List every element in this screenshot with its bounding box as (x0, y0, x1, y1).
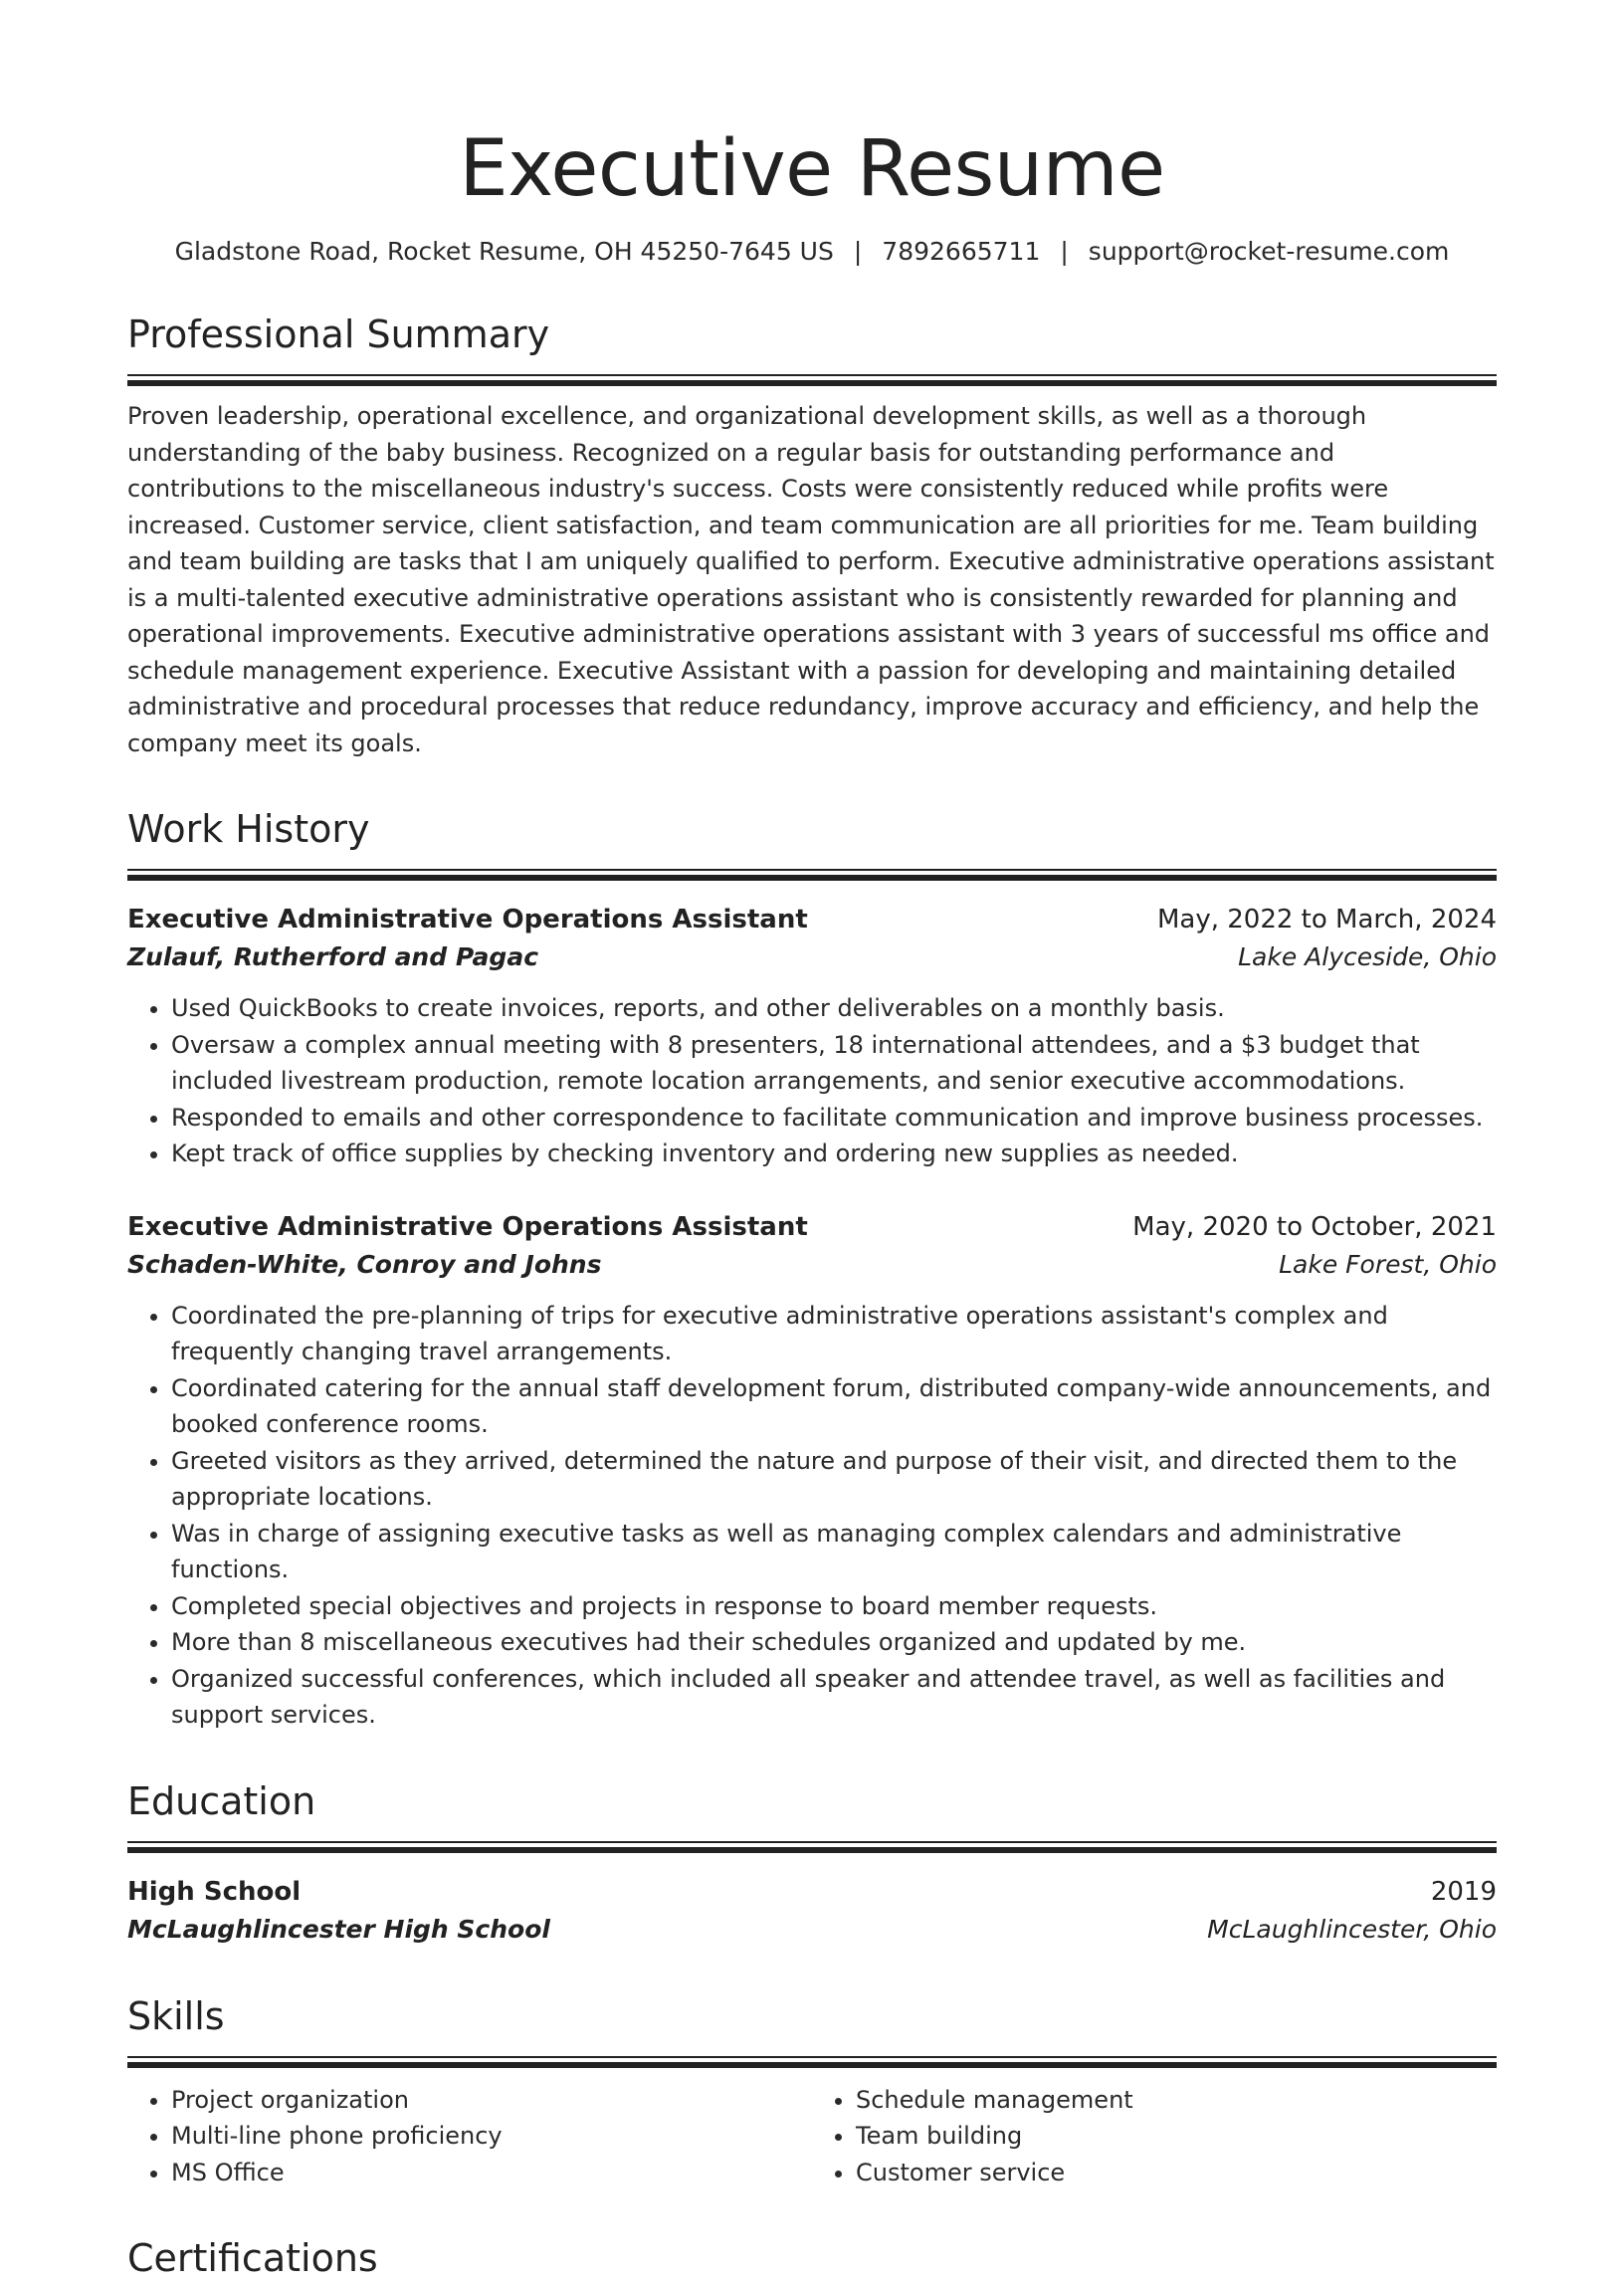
education-degree: High School (127, 1876, 302, 1907)
job-title: Executive Administrative Operations Assistant (127, 905, 808, 934)
job-bullet: • More than 8 miscellaneous executives had their schedules organized and updated by me. (171, 1624, 1497, 1661)
job-bullet: • Greeted visitors as they arrived, determined the nature and purpose of their visit, and directed them to the appropriate locations. (171, 1443, 1497, 1516)
skills-column-left (127, 2082, 812, 2191)
job-entry (127, 1208, 1497, 1734)
summary-text: Proven leadership, operational excellence, and organizational development skills, as well as a thorough understanding of the baby business. Recognized on a regular basis for outstanding performance and contributions to the miscellaneous industry's success. Costs were consistently reduced while profits were increased. Customer service, client satisfaction, and team communication are all priorities for me. Team building and team building are tasks that I am uniquely qualified to perform. Executive administrative operations assistant is a multi-talented executive administrative operations assistant who is consistently rewarded for planning and operational improvements. Executive administrative operations assistant with 3 years of successful ms office and schedule management experience. Executive Assistant with a passion for developing and maintaining detailed administrative and procedural processes that reduce redundancy, improve accuracy and efficiency, and help the company meet its goals. (127, 402, 1495, 757)
job-bullet: • Coordinated the pre-planning of trips for executive administrative operations assistant's complex and frequently changing travel arrangements. (171, 1298, 1497, 1370)
job-location: Lake Forest, Ohio (1279, 1249, 1497, 1279)
section-title-summary: Professional Summary (127, 312, 550, 356)
contact-line (127, 235, 1497, 269)
education-school: McLaughlincester High School (127, 1914, 550, 1944)
contact-separator: | (853, 237, 863, 266)
skill-item: • Team building (856, 2118, 1497, 2155)
job-bullet: • Coordinated catering for the annual staff development forum, distributed company-wide announcements, and booked conference rooms. (171, 1370, 1497, 1443)
skill-item: • Project organization (171, 2082, 812, 2119)
resume-name: Executive Resume (459, 124, 1165, 214)
skill-item: • Multi-line phone proficiency (171, 2118, 812, 2155)
job-bullet: • Used QuickBooks to create invoices, reports, and other deliverables on a monthly basis. (171, 990, 1497, 1027)
section-divider (127, 1841, 1497, 1853)
skills-list (127, 2082, 1497, 2191)
job-title: Executive Administrative Operations Assistant (127, 1211, 808, 1242)
job-bullet: • Responded to emails and other correspondence to facilitate communication and improve business processes. (171, 1100, 1497, 1137)
job-bullet: • Organized successful conferences, which included all speaker and attendee travel, as well as facilities and support services. (171, 1661, 1497, 1734)
job-company: Zulauf, Rutherford and Pagac (127, 942, 539, 971)
job-company: Schaden-White, Conroy and Johns (127, 1249, 602, 1279)
section-divider (127, 374, 1497, 386)
job-location: Lake Alyceside, Ohio (1238, 942, 1497, 971)
job-bullet: • Was in charge of assigning executive tasks as well as managing complex calendars and administrative functions. (171, 1516, 1497, 1588)
contact-separator: | (1060, 237, 1069, 266)
job-entry (127, 901, 1497, 1172)
job-bullets (127, 990, 1497, 1172)
section-title-work-history: Work History (127, 807, 370, 851)
education-location: McLaughlincester, Ohio (1207, 1914, 1497, 1944)
contact-phone[interactable]: 7892665711 (882, 237, 1041, 266)
job-dates: May, 2022 to March, 2024 (1156, 905, 1497, 934)
education-year: 2019 (1430, 1876, 1497, 1907)
job-bullet: • Completed special objectives and projects in response to board member requests. (171, 1588, 1497, 1625)
job-bullet: • Oversaw a complex annual meeting with 8 presenters, 18 international attendees, and a $3 budget that included livestream production, remote location arrangements, and senior executive accommodations. (171, 1027, 1497, 1100)
skill-item: • MS Office (171, 2155, 812, 2191)
education-entry (127, 1873, 1497, 1949)
contact-address: Gladstone Road, Rocket Resume, OH 45250-7645 US (174, 237, 834, 266)
section-title-education: Education (127, 1778, 316, 1823)
contact-email[interactable]: support@rocket-resume.com (1088, 237, 1450, 266)
skill-item: • Customer service (856, 2155, 1497, 2191)
job-bullets (127, 1298, 1497, 1734)
skill-item: • Schedule management (856, 2082, 1497, 2119)
job-bullet: • Kept track of office supplies by checking inventory and ordering new supplies as needed. (171, 1136, 1497, 1172)
section-divider (127, 2056, 1497, 2068)
section-title-skills: Skills (127, 1993, 225, 2038)
section-divider (127, 869, 1497, 881)
section-title-certifications: Certifications (127, 2236, 378, 2280)
skills-column-right (812, 2082, 1497, 2191)
job-dates: May, 2020 to October, 2021 (1132, 1211, 1497, 1242)
